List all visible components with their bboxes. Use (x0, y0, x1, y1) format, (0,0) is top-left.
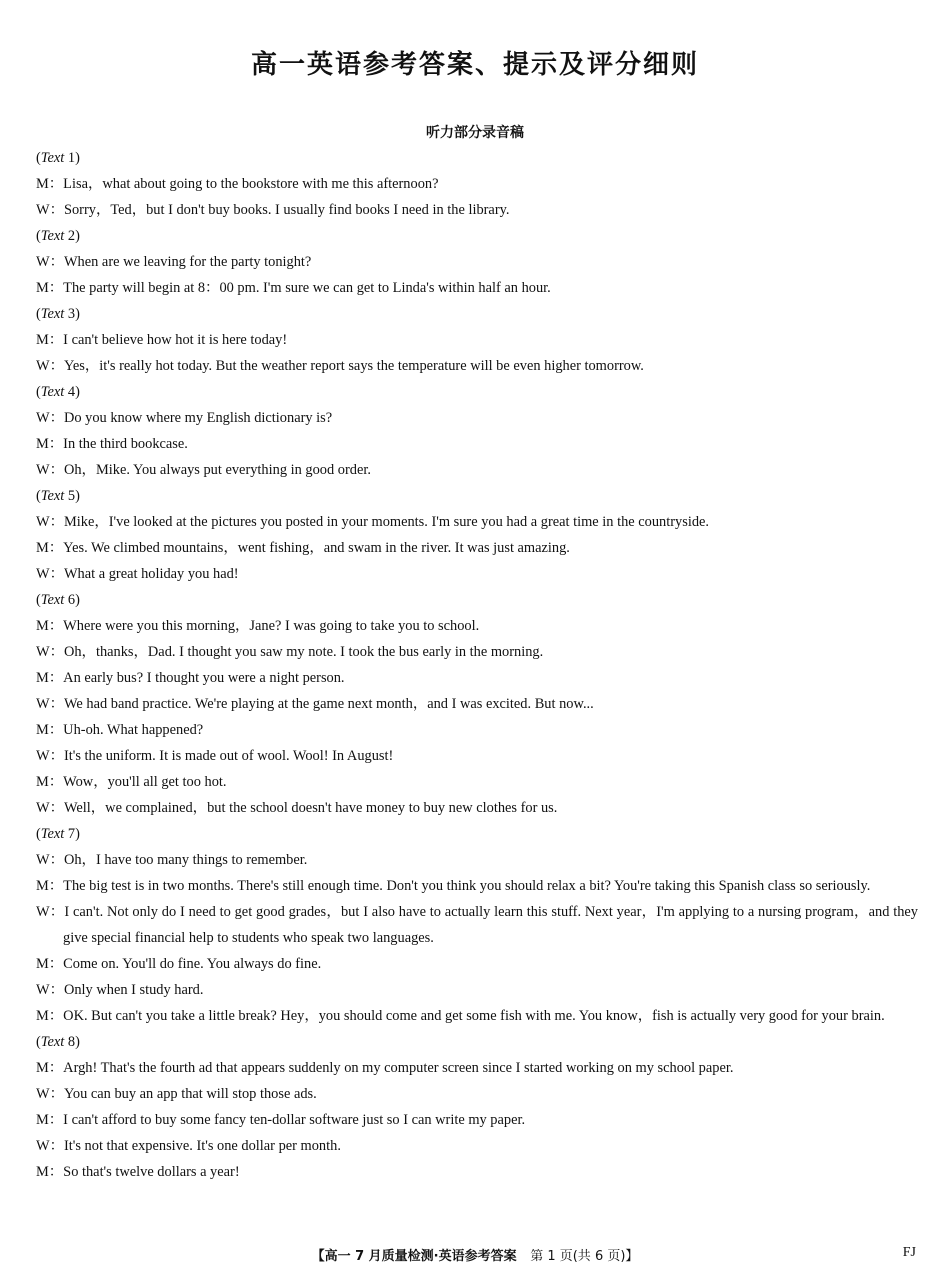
page-title: 高一英语参考答案、提示及评分细则 (250, 50, 699, 80)
dialogue-line: W：Only when I study hard. (36, 982, 204, 998)
dialogue-line: W：Well，we complained，but the school doesn't have money to buy new clothes for us. (36, 800, 558, 816)
transcript-body (36, 145, 918, 1185)
dialogue-line: M：An early bus? I thought you were a night person. (36, 670, 345, 686)
footer-code: FJ (902, 1245, 916, 1260)
dialogue-line: M：Yes. We climbed mountains，went fishing，and swam in the river. It was just amazing. (36, 540, 570, 556)
dialogue-line: W：Oh，thanks，Dad. I thought you saw my note. I took the bus early in the morning. (36, 644, 544, 660)
dialogue-line: M：Argh! That's the fourth ad that appears suddenly on my computer screen since I started working on my school paper. (36, 1060, 734, 1076)
dialogue-line: W：It's not that expensive. It's one dollar per month. (36, 1138, 341, 1154)
text-label: (Text 2) (36, 228, 80, 244)
dialogue-line: M：Where were you this morning，Jane? I was going to take you to school. (36, 618, 480, 634)
footer-label: 【高一 7 月质量检测·英语参考答案 (311, 1249, 517, 1264)
text-label: (Text 1) (36, 150, 80, 166)
text-label: (Text 6) (36, 592, 80, 608)
dialogue-line: W：Sorry，Ted，but I don't buy books. I usually find books I need in the library. (36, 202, 510, 218)
dialogue-line: M：Uh-oh. What happened? (36, 722, 204, 738)
dialogue-line: M：Come on. You'll do fine. You always do fine. (36, 956, 322, 972)
text-label: (Text 8) (36, 1034, 80, 1050)
dialogue-line: W：I can't. Not only do I need to get good grades，but I also have to actually learn this stuff. Next year，I'm applying to a nursing program，and they give special financial help to students who speak two languages. (36, 904, 918, 946)
text-label: (Text 3) (36, 306, 80, 322)
dialogue-line: M：I can't believe how hot it is here today! (36, 332, 288, 348)
dialogue-line: W：Oh，Mike. You always put everything in good order. (36, 462, 371, 478)
dialogue-line: W：It's the uniform. It is made out of wool. Wool! In August! (36, 748, 394, 764)
text-label: (Text 5) (36, 488, 80, 504)
dialogue-line: M：So that's twelve dollars a year! (36, 1164, 240, 1180)
dialogue-line: M：Wow，you'll all get too hot. (36, 774, 227, 790)
dialogue-line: M：I can't afford to buy some fancy ten-dollar software just so I can write my paper. (36, 1112, 526, 1128)
page-footer (0, 1245, 950, 1264)
dialogue-line: W：Oh，I have too many things to remember. (36, 852, 308, 868)
dialogue-line: W：You can buy an app that will stop those ads. (36, 1086, 317, 1102)
text-label: (Text 7) (36, 826, 80, 842)
dialogue-line: M：OK. But can't you take a little break? Hey，you should come and get some fish with me. You know，fish is actually very good for your brain. (36, 1008, 885, 1024)
footer-page-number: 第 1 页(共 6 页)】 (530, 1249, 639, 1264)
dialogue-line: W：When are we leaving for the party tonight? (36, 254, 312, 270)
dialogue-line: M：The big test is in two months. There's still enough time. Don't you think you should relax a bit? You're taking this Spanish class so seriously. (36, 878, 871, 894)
dialogue-line: W：We had band practice. We're playing at the game next month，and I was excited. But now... (36, 696, 594, 712)
dialogue-line: W：Do you know where my English dictionary is? (36, 410, 333, 426)
dialogue-line: M：Lisa，what about going to the bookstore with me this afternoon? (36, 176, 439, 192)
dialogue-line: M：In the third bookcase. (36, 436, 188, 452)
section-subtitle: 听力部分录音稿 (426, 125, 524, 141)
dialogue-line: W：What a great holiday you had! (36, 566, 239, 582)
dialogue-line: W：Yes，it's really hot today. But the weather report says the temperature will be even higher tomorrow. (36, 358, 644, 374)
dialogue-line: M：The party will begin at 8：00 pm. I'm sure we can get to Linda's within half an hour. (36, 280, 551, 296)
dialogue-line: W：Mike，I've looked at the pictures you posted in your moments. I'm sure you had a great time in the countryside. (36, 514, 709, 530)
text-label: (Text 4) (36, 384, 80, 400)
